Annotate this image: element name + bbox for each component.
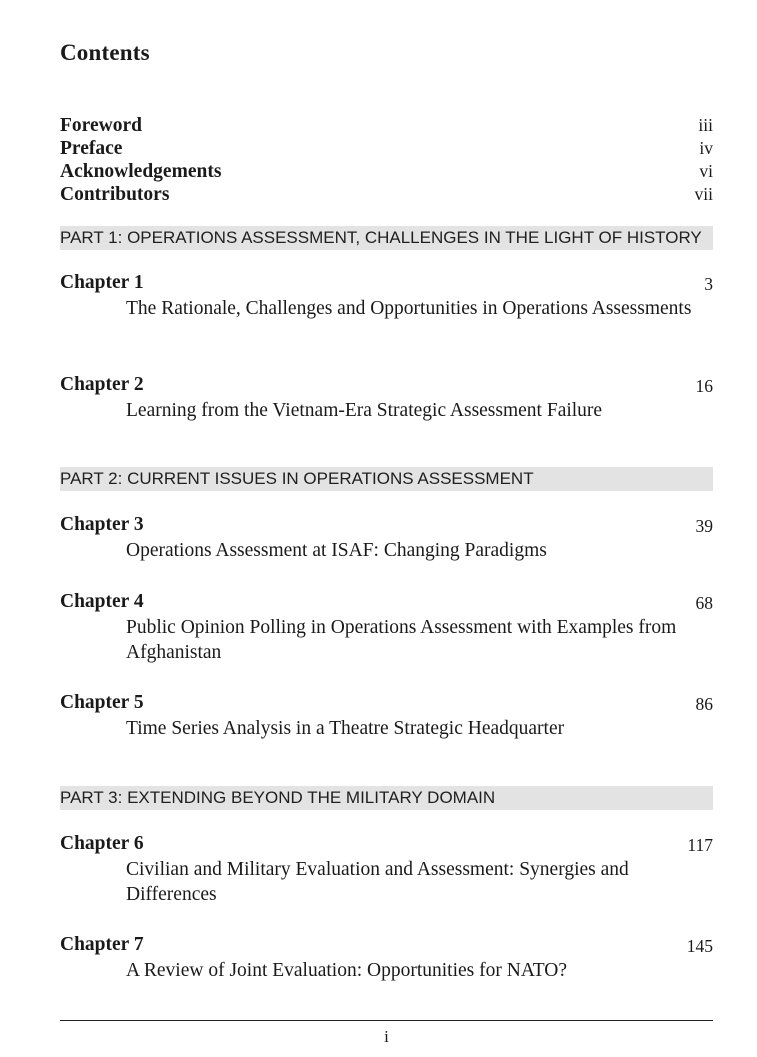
- toc-entry-chapter-4[interactable]: [60, 590, 713, 665]
- toc-entry-chapter-1[interactable]: [60, 271, 713, 321]
- toc-entry-label: Acknowledgements: [60, 161, 222, 182]
- toc-entry-label: Preface: [60, 138, 123, 159]
- chapter-label: Chapter 2: [60, 374, 144, 395]
- chapter-label: Chapter 3: [60, 514, 144, 535]
- toc-entry-chapter-3[interactable]: [60, 513, 713, 563]
- chapter-page: 16: [695, 376, 713, 396]
- chapter-label: Chapter 5: [60, 692, 144, 713]
- toc-page: [60, 0, 713, 1057]
- toc-entry-contributors[interactable]: [60, 183, 713, 206]
- chapter-title: Operations Assessment at ISAF: Changing Paradigms: [126, 540, 547, 561]
- toc-entry-page: vii: [694, 184, 713, 204]
- toc-entry-label: Foreword: [60, 115, 142, 136]
- chapter-title: Public Opinion Polling in Operations Assessment with Examples from Afghanistan: [126, 617, 677, 663]
- toc-entry-chapter-6[interactable]: [60, 832, 713, 907]
- chapter-page: 145: [686, 936, 713, 956]
- chapter-title: The Rationale, Challenges and Opportunities in Operations Assessments: [126, 298, 692, 319]
- toc-entry-page: iv: [699, 138, 713, 158]
- chapter-label: Chapter 6: [60, 833, 144, 854]
- chapter-page: 86: [695, 694, 713, 714]
- page-number: i: [384, 1027, 389, 1046]
- toc-entry-page: iii: [698, 115, 713, 135]
- chapter-page: 39: [695, 516, 713, 536]
- chapter-page: 117: [687, 835, 713, 855]
- footer-divider: [60, 1020, 713, 1021]
- toc-entry-chapter-7[interactable]: [60, 933, 713, 983]
- toc-entry-label: Contributors: [60, 184, 170, 205]
- chapter-title: Learning from the Vietnam-Era Strategic Assessment Failure: [126, 400, 603, 421]
- part-3-heading: PART 3: EXTENDING BEYOND THE MILITARY DOMAIN: [60, 786, 713, 810]
- chapter-page: 3: [704, 274, 713, 294]
- chapter-title: Time Series Analysis in a Theatre Strategic Headquarter: [126, 718, 565, 739]
- chapter-label: Chapter 7: [60, 934, 144, 955]
- toc-entry-preface[interactable]: [60, 137, 713, 160]
- toc-entry-chapter-2[interactable]: [60, 373, 713, 423]
- chapter-page: 68: [695, 593, 713, 613]
- chapter-label: Chapter 1: [60, 272, 144, 293]
- toc-entry-page: vi: [699, 161, 713, 181]
- chapter-label: Chapter 4: [60, 591, 144, 612]
- toc-entry-chapter-5[interactable]: [60, 691, 713, 741]
- part-2-heading: PART 2: CURRENT ISSUES IN OPERATIONS ASSESSMENT: [60, 467, 713, 491]
- part-1-heading: PART 1: OPERATIONS ASSESSMENT, CHALLENGES IN THE LIGHT OF HISTORY: [60, 226, 713, 250]
- toc-entry-acknowledgements[interactable]: [60, 160, 713, 183]
- chapter-title: Civilian and Military Evaluation and Assessment: Synergies and Differences: [126, 859, 629, 905]
- toc-entry-foreword[interactable]: [60, 114, 713, 137]
- chapter-title: A Review of Joint Evaluation: Opportunities for NATO?: [126, 960, 568, 981]
- contents-heading: Contents: [60, 40, 150, 65]
